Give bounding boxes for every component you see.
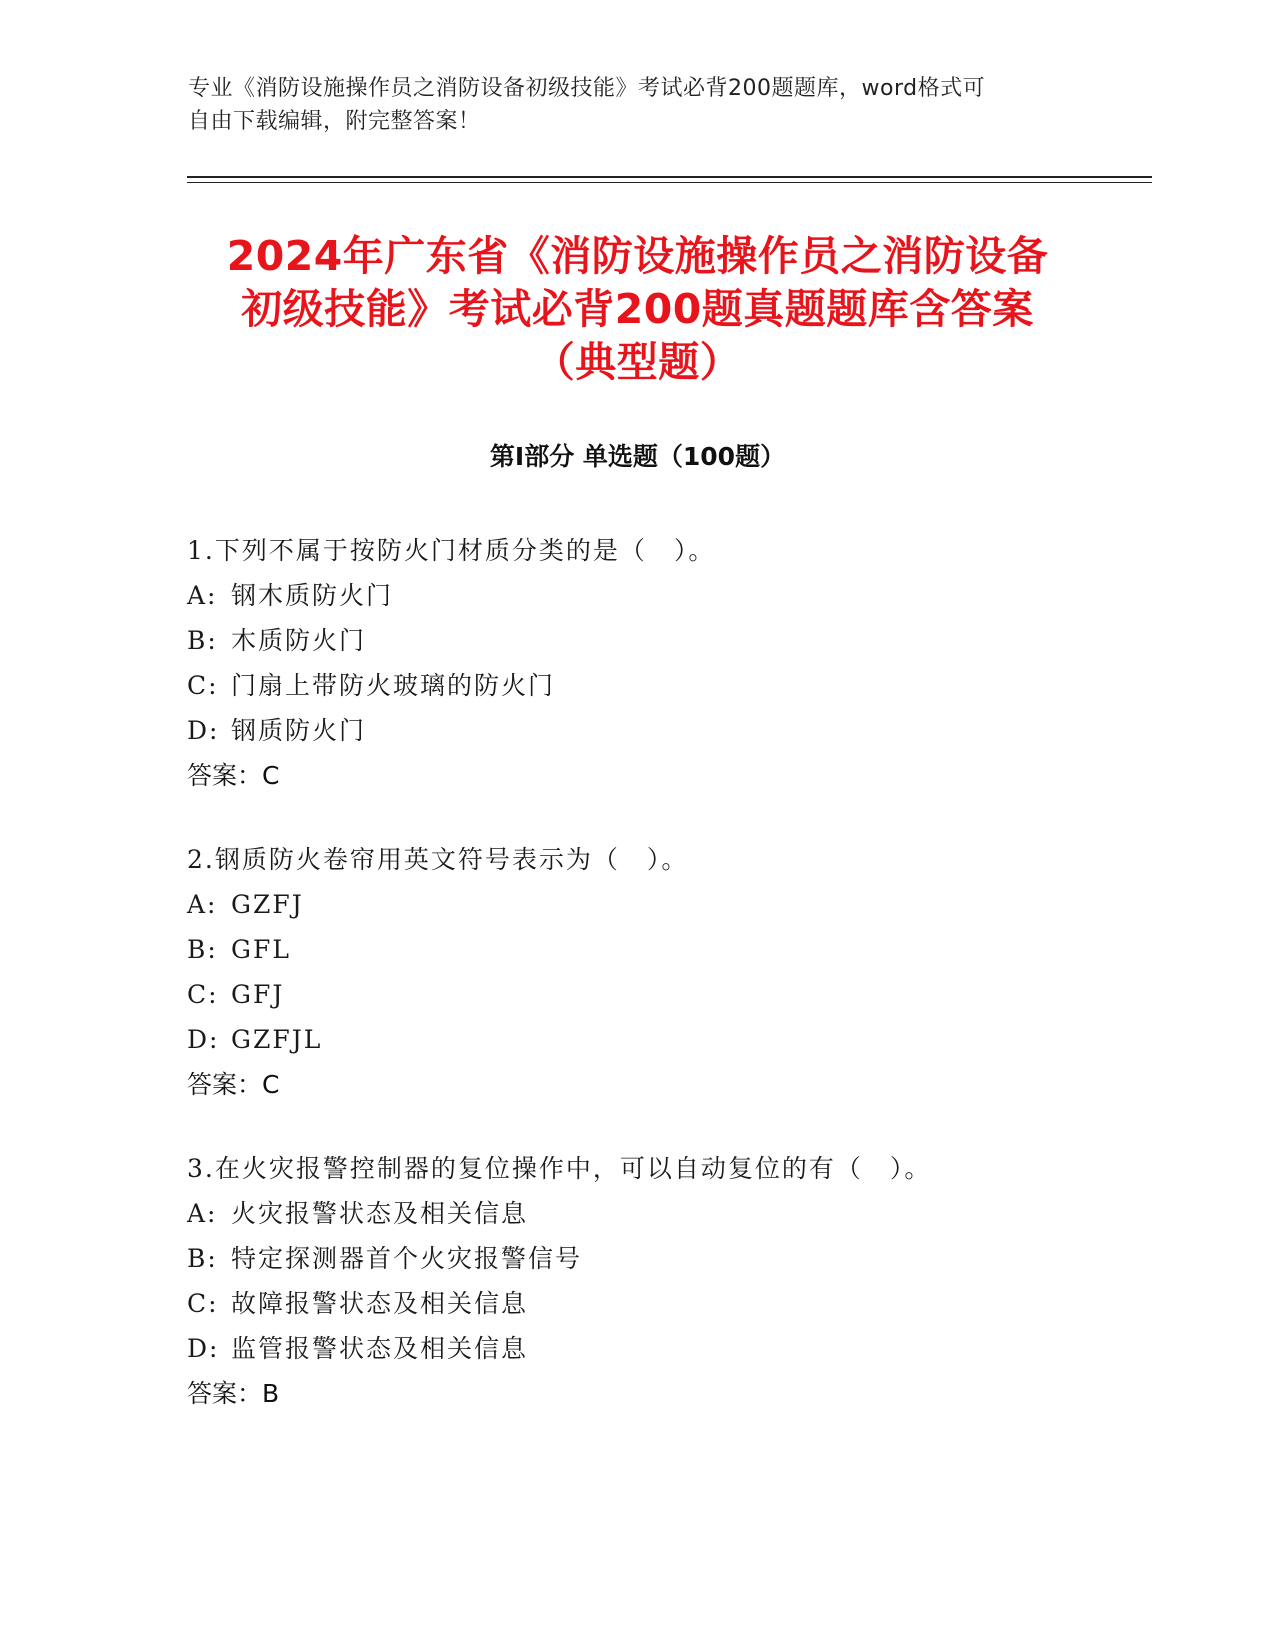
- option-text: 特定探测器首个火灾报警信号: [231, 1244, 583, 1273]
- option-key: B:: [187, 935, 218, 964]
- header-note-line-2: 自由下载编辑，附完整答案！: [188, 109, 481, 134]
- answer-text: 答案：C: [187, 761, 280, 790]
- option-d: [187, 1017, 1147, 1062]
- option-text: GZFJL: [231, 1025, 323, 1054]
- option-key: A:: [187, 1199, 218, 1228]
- option-key: D:: [187, 1025, 220, 1054]
- option-a: [187, 573, 1147, 618]
- document-title: [150, 230, 1125, 389]
- option-text: 钢质防火门: [231, 716, 367, 745]
- question-item: [187, 528, 1147, 798]
- option-a: [187, 882, 1147, 927]
- option-text: GFJ: [231, 980, 285, 1009]
- option-key: C:: [187, 980, 219, 1009]
- option-key: C:: [187, 1289, 219, 1318]
- option-key: A:: [187, 581, 218, 610]
- option-c: [187, 972, 1147, 1017]
- question-item: [187, 1146, 1147, 1416]
- question-text: 1.下列不属于按防火门材质分类的是（ ）。: [187, 536, 716, 565]
- header-note-line-1: 专业《消防设施操作员之消防设备初级技能》考试必背200题题库，word格式可: [188, 76, 986, 101]
- option-text: GFL: [231, 935, 291, 964]
- answer-text: 答案：B: [187, 1379, 280, 1408]
- option-text: 钢木质防火门: [231, 581, 394, 610]
- section-title: 第I部分 单选题（100题）: [489, 442, 786, 471]
- header-note: [188, 72, 1088, 138]
- option-text: GZFJ: [231, 890, 304, 919]
- option-a: [187, 1191, 1147, 1236]
- document-title-line-3: （典型题）: [533, 338, 742, 386]
- option-b: [187, 618, 1147, 663]
- header-divider: [187, 176, 1152, 178]
- option-text: 火灾报警状态及相关信息: [231, 1199, 529, 1228]
- option-d: [187, 1326, 1147, 1371]
- option-b: [187, 927, 1147, 972]
- option-key: C:: [187, 671, 219, 700]
- option-key: D:: [187, 1334, 220, 1363]
- question-list: [187, 528, 1147, 1455]
- header-divider-thin: [187, 182, 1152, 183]
- option-c: [187, 1281, 1147, 1326]
- option-text: 故障报警状态及相关信息: [231, 1289, 529, 1318]
- option-key: A:: [187, 890, 218, 919]
- question-text: 3.在火灾报警控制器的复位操作中，可以自动复位的有（ ）。: [187, 1154, 932, 1183]
- option-text: 监管报警状态及相关信息: [231, 1334, 529, 1363]
- option-c: [187, 663, 1147, 708]
- option-key: B:: [187, 1244, 218, 1273]
- option-text: 门扇上带防火玻璃的防火门: [231, 671, 556, 700]
- option-d: [187, 708, 1147, 753]
- document-title-line-1: 2024年广东省《消防设施操作员之消防设备: [226, 232, 1049, 280]
- document-title-line-2: 初级技能》考试必背200题真题题库含答案: [241, 285, 1034, 333]
- answer-text: 答案：C: [187, 1070, 280, 1099]
- question-text: 2.钢质防火卷帘用英文符号表示为（ ）。: [187, 845, 689, 874]
- question-item: [187, 837, 1147, 1107]
- option-key: D:: [187, 716, 220, 745]
- option-key: B:: [187, 626, 218, 655]
- option-b: [187, 1236, 1147, 1281]
- option-text: 木质防火门: [231, 626, 367, 655]
